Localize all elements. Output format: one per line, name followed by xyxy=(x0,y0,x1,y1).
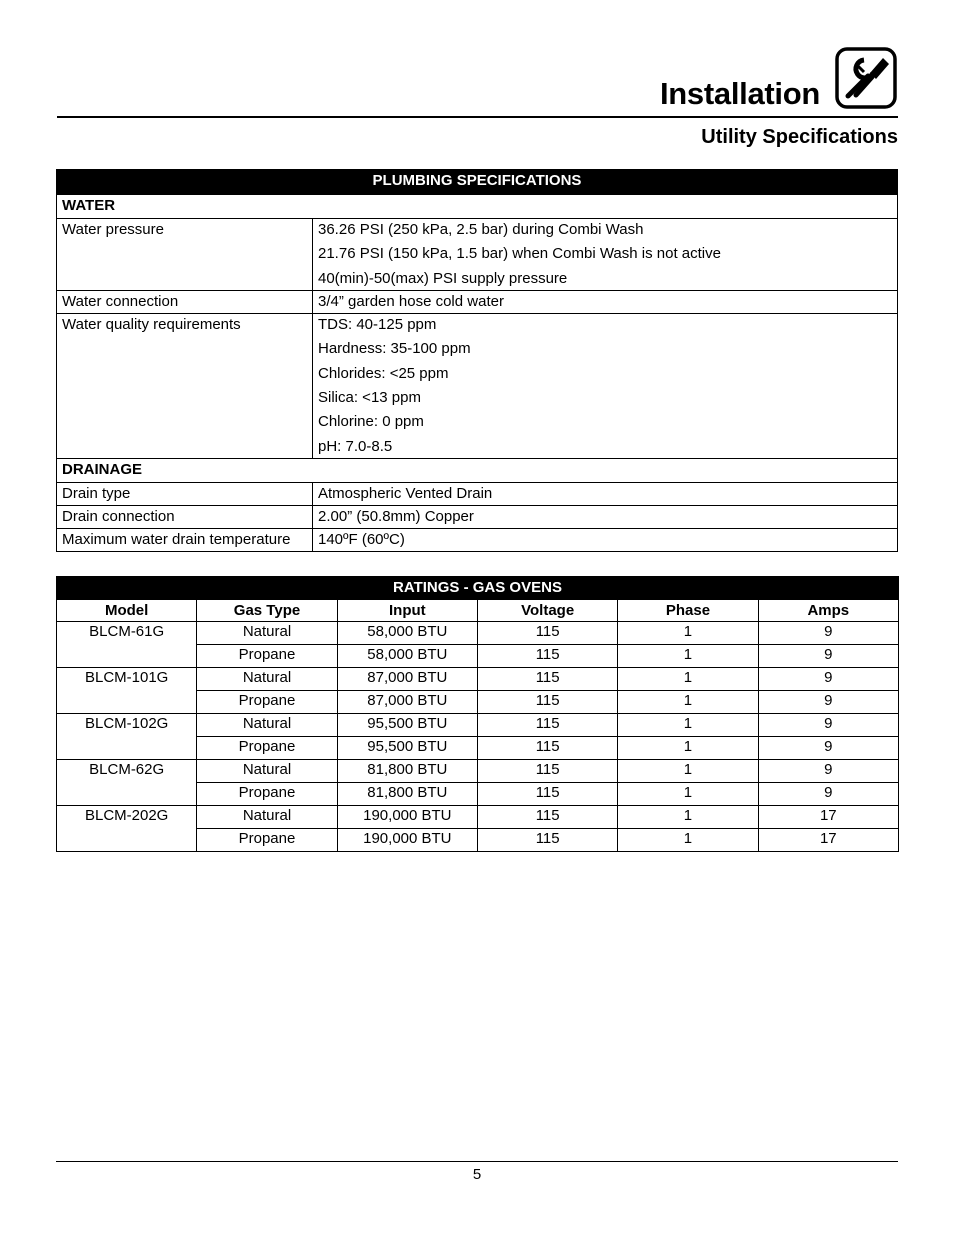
spec-label: Maximum water drain temperature xyxy=(57,528,313,551)
table-row xyxy=(57,714,899,737)
spec-value: Chlorides: <25 ppm xyxy=(318,364,449,382)
rating-cell: 9 xyxy=(758,691,898,714)
rating-cell: 115 xyxy=(477,737,617,760)
spec-row xyxy=(57,482,898,505)
rating-cell: 1 xyxy=(618,622,758,645)
rating-cell: 81,800 BTU xyxy=(337,760,477,783)
rating-cell: 115 xyxy=(477,806,617,829)
rating-cell: Natural xyxy=(197,760,337,783)
rating-cell: 9 xyxy=(758,645,898,668)
spec-label: Water connection xyxy=(57,290,313,313)
rating-cell: 95,500 BTU xyxy=(337,737,477,760)
table-row xyxy=(57,806,899,829)
rating-cell: 17 xyxy=(758,806,898,829)
rating-cell: 1 xyxy=(618,737,758,760)
spec-value-cell xyxy=(313,290,898,313)
rating-cell: 9 xyxy=(758,622,898,645)
spec-value: 140ºF (60ºC) xyxy=(318,530,405,548)
spec-value: Atmospheric Vented Drain xyxy=(318,484,493,502)
section-title: Utility Specifications xyxy=(701,126,898,148)
spec-value-cell xyxy=(313,528,898,551)
spec-value-cell xyxy=(313,313,898,458)
gas-oven-ratings-table xyxy=(56,576,899,852)
rating-cell: Propane xyxy=(197,737,337,760)
rating-cell: 81,800 BTU xyxy=(337,783,477,806)
footer-rule xyxy=(56,1161,898,1162)
spec-value: pH: 7.0-8.5 xyxy=(318,437,393,455)
rating-cell: Propane xyxy=(197,783,337,806)
model-cell: BLCM-101G xyxy=(57,668,197,714)
spec-label: Water quality requirements xyxy=(57,313,313,458)
rating-cell: 9 xyxy=(758,714,898,737)
spec-row xyxy=(57,290,898,313)
spec-value-cell xyxy=(313,505,898,528)
spec-row xyxy=(57,528,898,551)
spec-value: 3/4” garden hose cold water xyxy=(318,292,504,310)
wrench-screwdriver-icon xyxy=(834,46,898,110)
rating-cell: 115 xyxy=(477,783,617,806)
column-header: Phase xyxy=(618,600,758,622)
ratings-header-row xyxy=(57,600,899,622)
rating-cell: 87,000 BTU xyxy=(337,668,477,691)
rating-cell: 1 xyxy=(618,645,758,668)
rating-cell: 95,500 BTU xyxy=(337,714,477,737)
header-rule xyxy=(57,116,898,118)
spec-value: 21.76 PSI (150 kPa, 1.5 bar) when Combi Wash is not active xyxy=(318,245,721,263)
rating-cell: 115 xyxy=(477,714,617,737)
column-header: Input xyxy=(337,600,477,622)
rating-cell: 190,000 BTU xyxy=(337,829,477,852)
model-cell: BLCM-102G xyxy=(57,714,197,760)
spec-label: Drain connection xyxy=(57,505,313,528)
spec-value-cell xyxy=(313,219,898,291)
rating-cell: Natural xyxy=(197,714,337,737)
model-cell: BLCM-202G xyxy=(57,806,197,852)
rating-cell: 1 xyxy=(618,691,758,714)
spec-label: Drain type xyxy=(57,482,313,505)
spec-row xyxy=(57,219,898,291)
water-heading: WATER xyxy=(57,195,898,219)
page-number: 5 xyxy=(472,1166,482,1183)
plumbing-specifications-table xyxy=(56,169,898,552)
spec-value-cell xyxy=(313,482,898,505)
drainage-group-row xyxy=(57,458,898,482)
rating-cell: 58,000 BTU xyxy=(337,622,477,645)
model-cell: BLCM-61G xyxy=(57,622,197,668)
rating-cell: 1 xyxy=(618,760,758,783)
rating-cell: 115 xyxy=(477,691,617,714)
rating-cell: 115 xyxy=(477,760,617,783)
rating-cell: 115 xyxy=(477,668,617,691)
spec-row xyxy=(57,313,898,458)
column-header: Model xyxy=(57,600,197,622)
rating-cell: Natural xyxy=(197,806,337,829)
rating-cell: 1 xyxy=(618,783,758,806)
rating-cell: 9 xyxy=(758,760,898,783)
table-row xyxy=(57,760,899,783)
rating-cell: Propane xyxy=(197,829,337,852)
rating-cell: 9 xyxy=(758,737,898,760)
spec-value: 36.26 PSI (250 kPa, 2.5 bar) during Combi Wash xyxy=(318,221,644,238)
rating-cell: 17 xyxy=(758,829,898,852)
spec-row xyxy=(57,505,898,528)
page-title: Installation xyxy=(659,76,820,111)
spec-value: 40(min)-50(max) PSI supply pressure xyxy=(318,269,568,287)
drainage-heading: DRAINAGE xyxy=(57,458,898,482)
column-header: Gas Type xyxy=(197,600,337,622)
rating-cell: 1 xyxy=(618,829,758,852)
column-header: Amps xyxy=(758,600,898,622)
rating-cell: 1 xyxy=(618,668,758,691)
rating-cell: 87,000 BTU xyxy=(337,691,477,714)
model-cell: BLCM-62G xyxy=(57,760,197,806)
rating-cell: 115 xyxy=(477,829,617,852)
ratings-banner: RATINGS - GAS OVENS xyxy=(57,577,899,600)
rating-cell: 9 xyxy=(758,783,898,806)
rating-cell: 1 xyxy=(618,806,758,829)
spec-label: Water pressure xyxy=(57,219,313,291)
rating-cell: 190,000 BTU xyxy=(337,806,477,829)
rating-cell: Natural xyxy=(197,622,337,645)
rating-cell: Propane xyxy=(197,645,337,668)
table-row xyxy=(57,622,899,645)
rating-cell: 115 xyxy=(477,622,617,645)
rating-cell: 58,000 BTU xyxy=(337,645,477,668)
rating-cell: 115 xyxy=(477,645,617,668)
spec-value: Silica: <13 ppm xyxy=(318,388,421,406)
rating-cell: Natural xyxy=(197,668,337,691)
rating-cell: Propane xyxy=(197,691,337,714)
plumbing-banner: PLUMBING SPECIFICATIONS xyxy=(57,170,898,195)
water-group-row xyxy=(57,195,898,219)
column-header: Voltage xyxy=(477,600,617,622)
spec-value: TDS: 40-125 ppm xyxy=(318,315,437,333)
rating-cell: 9 xyxy=(758,668,898,691)
rating-cell: 1 xyxy=(618,714,758,737)
spec-value: Chlorine: 0 ppm xyxy=(318,413,424,431)
spec-value: Hardness: 35-100 ppm xyxy=(318,340,471,358)
spec-value: 2.00” (50.8mm) Copper xyxy=(318,507,474,525)
table-row xyxy=(57,668,899,691)
